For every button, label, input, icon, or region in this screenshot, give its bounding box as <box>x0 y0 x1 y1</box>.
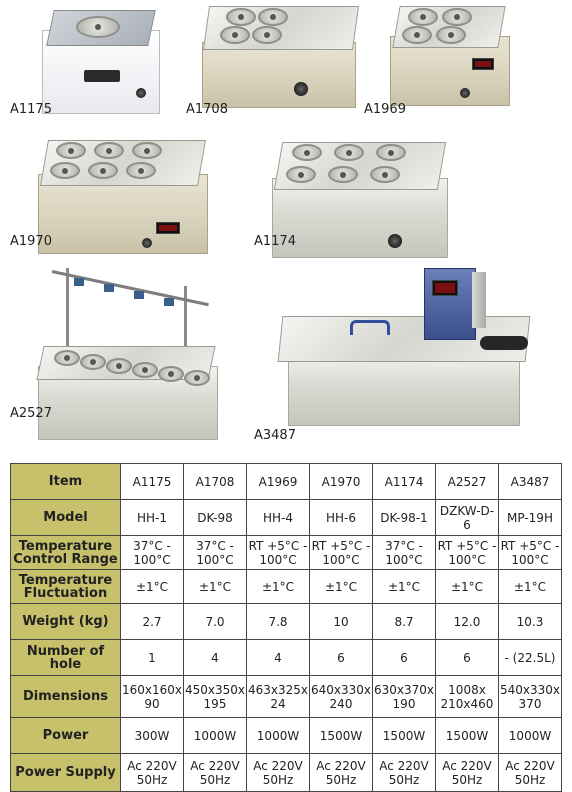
table-cell: ±1°C <box>184 570 247 604</box>
product-code: A1175 <box>10 102 52 117</box>
row-header: Dimensions <box>11 676 121 718</box>
table-cell: RT +5°C - 100°C <box>499 536 562 570</box>
table-cell: A2527 <box>436 464 499 500</box>
row-header: Temperature Control Range <box>11 536 121 570</box>
table-cell: 4 <box>247 640 310 676</box>
bath-ring <box>106 358 132 374</box>
table-cell: Ac 220V 50Hz <box>373 754 436 792</box>
row-header: Number of hole <box>11 640 121 676</box>
table-cell: 160x160x 90 <box>121 676 184 718</box>
temperature-display <box>432 280 458 296</box>
product-image-a1708 <box>196 2 362 110</box>
table-row-item <box>11 464 562 500</box>
table-cell: 1500W <box>436 718 499 754</box>
table-cell: RT +5°C - 100°C <box>436 536 499 570</box>
bath-ring <box>132 362 158 378</box>
table-cell: RT +5°C - 100°C <box>310 536 373 570</box>
table-row-number-of-hole <box>11 640 562 676</box>
control-knob <box>136 88 146 98</box>
table-cell: 450x350x 195 <box>184 676 247 718</box>
bath-ring <box>408 8 438 26</box>
bath-ring <box>370 166 400 183</box>
table-row-temperature-fluctuation <box>11 570 562 604</box>
table-cell: HH-1 <box>121 500 184 536</box>
bath-ring <box>376 144 406 161</box>
table-cell: 2.7 <box>121 604 184 640</box>
table-cell: Ac 220V 50Hz <box>247 754 310 792</box>
table-cell: Ac 220V 50Hz <box>436 754 499 792</box>
table-cell: MP-19H <box>499 500 562 536</box>
table-cell: Ac 220V 50Hz <box>499 754 562 792</box>
table-cell: 1000W <box>247 718 310 754</box>
table-row-power <box>11 718 562 754</box>
product-image-a1175 <box>36 4 164 116</box>
bath-ring <box>292 144 322 161</box>
table-cell: 1500W <box>310 718 373 754</box>
table-cell: 8.7 <box>373 604 436 640</box>
bath-ring <box>436 26 466 44</box>
bath-ring <box>258 8 288 26</box>
bath-ring <box>132 142 162 159</box>
product-code: A3487 <box>254 428 296 443</box>
bath-body <box>202 42 356 108</box>
table-cell: 7.8 <box>247 604 310 640</box>
control-knob <box>294 82 308 96</box>
bath-ring <box>252 26 282 44</box>
table-cell: HH-4 <box>247 500 310 536</box>
table-cell: 1008x 210x460 <box>436 676 499 718</box>
product-code: A1174 <box>254 234 296 249</box>
bath-ring <box>126 162 156 179</box>
table-cell: ±1°C <box>121 570 184 604</box>
table-row-power-supply <box>11 754 562 792</box>
control-knob <box>460 88 470 98</box>
clamp-icon <box>104 284 114 292</box>
row-header: Power Supply <box>11 754 121 792</box>
table-cell: 10.3 <box>499 604 562 640</box>
bath-ring <box>158 366 184 382</box>
table-cell: 6 <box>436 640 499 676</box>
table-cell: ±1°C <box>247 570 310 604</box>
table-cell: 7.0 <box>184 604 247 640</box>
product-image-a1970 <box>34 136 210 256</box>
table-cell: 1500W <box>373 718 436 754</box>
table-cell: ±1°C <box>436 570 499 604</box>
product-code: A2527 <box>10 406 52 421</box>
circulator-cap <box>472 272 486 328</box>
table-cell: 37°C - 100°C <box>373 536 436 570</box>
clamp-icon <box>164 298 174 306</box>
row-header: Item <box>11 464 121 500</box>
table-cell: Ac 220V 50Hz <box>121 754 184 792</box>
bath-ring <box>328 166 358 183</box>
bath-ring <box>94 142 124 159</box>
table-cell: 300W <box>121 718 184 754</box>
table-row-temperature-range <box>11 536 562 570</box>
table-cell: 540x330x 370 <box>499 676 562 718</box>
table-cell: 6 <box>310 640 373 676</box>
table-cell: 37°C - 100°C <box>121 536 184 570</box>
row-header: Model <box>11 500 121 536</box>
product-code: A1970 <box>10 234 52 249</box>
table-cell: - (22.5L) <box>499 640 562 676</box>
table-cell: 4 <box>184 640 247 676</box>
row-header: Temperature Fluctuation <box>11 570 121 604</box>
control-knob <box>142 238 152 248</box>
table-cell: A1969 <box>247 464 310 500</box>
table-row-dimensions <box>11 676 562 718</box>
control-panel <box>84 70 120 82</box>
product-image-a3487 <box>276 266 536 426</box>
circulator-housing <box>424 268 476 340</box>
table-cell: 37°C - 100°C <box>184 536 247 570</box>
table-cell: A1970 <box>310 464 373 500</box>
table-cell: DK-98-1 <box>373 500 436 536</box>
table-cell: 463x325x 24 <box>247 676 310 718</box>
table-cell: ±1°C <box>499 570 562 604</box>
table-cell: 1 <box>121 640 184 676</box>
table-cell: A3487 <box>499 464 562 500</box>
table-cell: 640x330x 240 <box>310 676 373 718</box>
bath-ring <box>286 166 316 183</box>
table-row-model <box>11 500 562 536</box>
table-cell: 12.0 <box>436 604 499 640</box>
bath-ring <box>226 8 256 26</box>
product-image-a2527 <box>34 256 220 446</box>
table-cell: 6 <box>373 640 436 676</box>
bath-ring <box>402 26 432 44</box>
temperature-display <box>156 222 180 234</box>
lid-handle <box>350 320 390 335</box>
bath-ring <box>56 142 86 159</box>
bath-ring <box>334 144 364 161</box>
table-cell: A1708 <box>184 464 247 500</box>
bath-ring <box>80 354 106 370</box>
bath-ring <box>54 350 80 366</box>
product-image-a1969 <box>386 2 512 108</box>
table-row-weight <box>11 604 562 640</box>
table-cell: RT +5°C - 100°C <box>247 536 310 570</box>
table-cell: A1174 <box>373 464 436 500</box>
table-cell: DZKW-D-6 <box>436 500 499 536</box>
table-cell: 10 <box>310 604 373 640</box>
table-cell: A1175 <box>121 464 184 500</box>
product-code: A1969 <box>364 102 406 117</box>
bath-ring <box>442 8 472 26</box>
table-cell: 1000W <box>184 718 247 754</box>
bath-body <box>38 174 208 254</box>
control-knob <box>388 234 402 248</box>
bath-ring <box>50 162 80 179</box>
product-code: A1708 <box>186 102 228 117</box>
table-cell: Ac 220V 50Hz <box>184 754 247 792</box>
table-cell: DK-98 <box>184 500 247 536</box>
bath-ring <box>88 162 118 179</box>
bath-body <box>288 354 520 426</box>
table-cell: Ac 220V 50Hz <box>310 754 373 792</box>
table-cell: 630x370x 190 <box>373 676 436 718</box>
table-cell: 1000W <box>499 718 562 754</box>
lid-ring <box>76 16 120 38</box>
bath-ring <box>184 370 210 386</box>
specification-table <box>10 463 562 792</box>
hose-icon <box>480 336 528 350</box>
temperature-display <box>472 58 494 70</box>
table-cell: ±1°C <box>373 570 436 604</box>
bath-ring <box>220 26 250 44</box>
clamp-icon <box>134 291 144 299</box>
row-header: Weight (kg) <box>11 604 121 640</box>
table-cell: ±1°C <box>310 570 373 604</box>
table-cell: HH-6 <box>310 500 373 536</box>
row-header: Power <box>11 718 121 754</box>
clamp-icon <box>74 278 84 286</box>
bath-body <box>272 178 448 258</box>
